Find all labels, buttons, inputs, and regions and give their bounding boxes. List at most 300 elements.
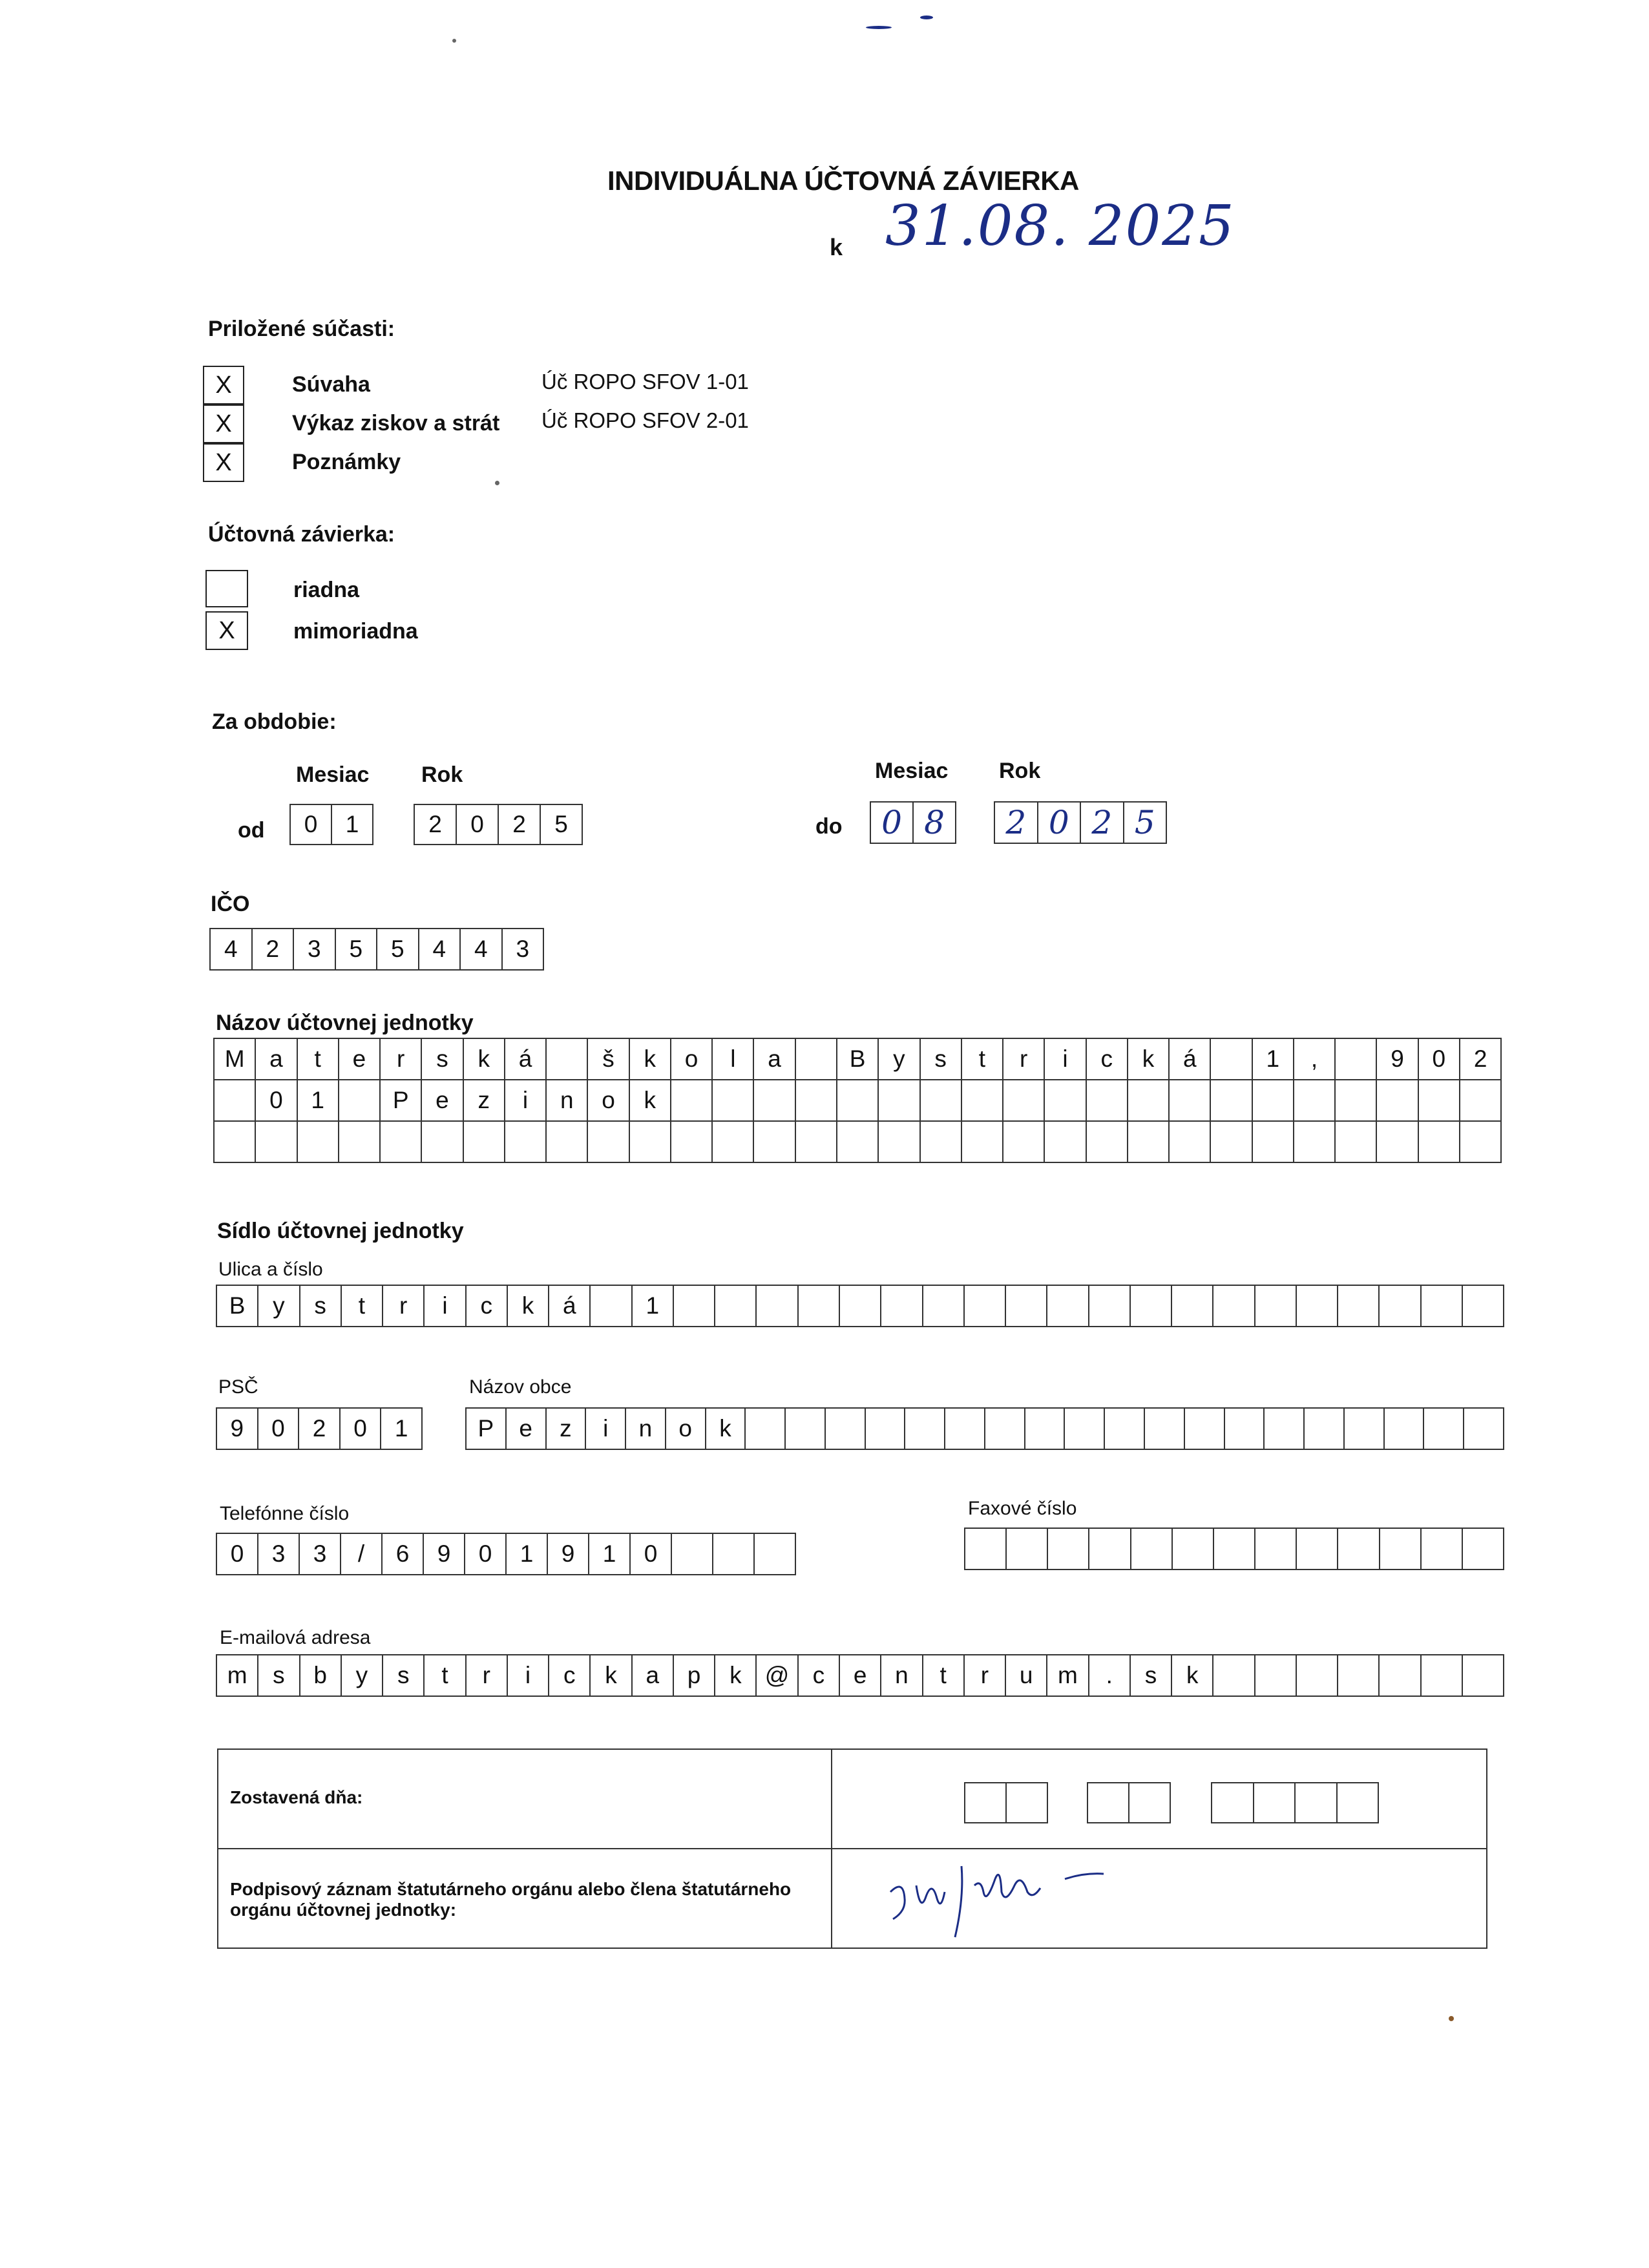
character-cell [1422,1529,1463,1569]
character-cell: e [840,1655,881,1696]
character-cell [965,1529,1007,1569]
character-cell: r [381,1039,422,1079]
character-cell: 9 [217,1409,258,1449]
character-cell [1045,1122,1086,1162]
phone-field[interactable] [216,1533,796,1575]
character-cell [1296,1783,1338,1822]
character-cell [1131,1286,1172,1326]
character-cell [215,1122,256,1162]
character-cell [591,1286,632,1326]
character-cell: o [666,1409,706,1449]
character-cell: y [258,1286,300,1326]
character-cell [422,1122,463,1162]
email-label: E-mailová adresa [220,1627,371,1648]
character-cell [1128,1080,1170,1120]
scan-mark [920,16,933,19]
character-cell: 2 [1460,1039,1502,1079]
character-cell: t [298,1039,339,1079]
character-cell: 2 [499,805,541,844]
character-cell [381,1122,422,1162]
character-cell [1212,1783,1254,1822]
character-cell [1255,1286,1297,1326]
character-cell [1047,1286,1089,1326]
compiled-year-field[interactable] [1211,1782,1379,1823]
character-cell: 2 [253,929,295,969]
character-cell [1338,1655,1380,1696]
character-cell: B [217,1286,258,1326]
character-cell [1173,1529,1214,1569]
street-label: Ulica a číslo [218,1259,323,1280]
character-cell [755,1534,796,1574]
character-cell: m [1047,1655,1089,1696]
character-cell [1422,1655,1463,1696]
character-cell [1297,1529,1338,1569]
character-cell: 4 [461,929,503,969]
character-cell: . [1089,1655,1131,1696]
character-cell: 0 [457,805,499,844]
handwritten-signature [871,1853,1155,1944]
character-cell: k [1172,1655,1213,1696]
to-month-field[interactable] [870,801,956,844]
character-cell [1463,1529,1504,1569]
label-suvaha: Súvaha [292,372,370,397]
character-cell [464,1122,505,1162]
fax-label: Faxové číslo [968,1498,1077,1519]
character-cell: k [715,1655,757,1696]
character-cell [1297,1655,1338,1696]
city-label: Názov obce [469,1376,572,1398]
character-cell [1345,1409,1385,1449]
character-cell [965,1286,1006,1326]
character-cell [1211,1122,1252,1162]
to-year-label: Rok [999,759,1041,783]
document-title: INDIVIDUÁLNA ÚČTOVNÁ ZÁVIERKA [607,165,1079,196]
footer-table [217,1748,1487,1949]
character-cell: , [1294,1039,1336,1079]
character-cell: 0 [871,803,914,843]
character-cell [1336,1080,1377,1120]
character-cell [256,1122,297,1162]
character-cell: e [422,1080,463,1120]
character-cell [1007,1529,1048,1569]
character-cell [923,1286,965,1326]
character-cell: k [630,1039,671,1079]
character-cell [1170,1122,1211,1162]
character-cell [985,1409,1025,1449]
character-cell [1172,1286,1213,1326]
character-cell: 8 [914,803,956,843]
character-cell: 1 [633,1286,674,1326]
to-label: do [815,814,843,839]
character-cell: k [464,1039,505,1079]
character-cell [672,1534,713,1574]
character-cell [754,1080,795,1120]
character-cell: 2 [299,1409,341,1449]
label-riadna: riadna [293,578,360,602]
from-year-label: Rok [421,762,463,787]
character-cell: c [467,1286,508,1326]
character-cell [1213,1286,1255,1326]
character-cell: 5 [1124,803,1168,843]
seat-heading: Sídlo účtovnej jednotky [217,1219,464,1243]
character-cell [754,1122,795,1162]
character-cell: i [425,1286,466,1326]
character-cell [1422,1286,1463,1326]
signature-label: Podpisový záznam štatutárneho orgánu alebo člena štatutárneho orgánu účtovnej jednotky: [230,1879,792,1920]
character-cell: r [1003,1039,1045,1079]
character-cell: 0 [631,1534,672,1574]
footer-divider [831,1750,832,1948]
character-cell: a [256,1039,297,1079]
character-cell [757,1286,798,1326]
entity-name-row-3[interactable] [213,1120,1502,1163]
from-month-label: Mesiac [296,762,370,787]
character-cell: s [300,1286,342,1326]
character-cell [1003,1122,1045,1162]
character-cell: n [547,1080,588,1120]
character-cell: a [633,1655,674,1696]
entity-name-label: Názov účtovnej jednotky [216,1011,474,1035]
character-cell [713,1534,755,1574]
character-cell [1255,1655,1297,1696]
character-cell: 9 [424,1534,465,1574]
character-cell [298,1122,339,1162]
character-cell [505,1122,547,1162]
label-poznamky: Poznámky [292,450,401,474]
character-cell: 1 [589,1534,631,1574]
scan-speck [495,481,499,485]
character-cell [339,1080,381,1120]
character-cell: 1 [298,1080,339,1120]
character-cell: i [508,1655,549,1696]
character-cell [1214,1529,1255,1569]
character-cell: 1 [332,805,373,844]
compiled-day-field[interactable] [964,1782,1048,1823]
character-cell [1087,1080,1128,1120]
character-cell: 3 [300,1534,341,1574]
scan-mark [866,26,892,29]
character-cell: s [383,1655,425,1696]
character-cell: s [921,1039,962,1079]
character-cell: t [923,1655,965,1696]
compiled-month-field[interactable] [1087,1782,1171,1823]
character-cell [1305,1409,1345,1449]
handwritten-date: 31.08. 2025 [885,194,1235,258]
character-cell [746,1409,786,1449]
character-cell [1380,1286,1421,1326]
character-cell: P [467,1409,507,1449]
character-cell: k [508,1286,549,1326]
character-cell: r [467,1655,508,1696]
from-month-field[interactable] [289,804,373,845]
character-cell: B [837,1039,879,1079]
character-cell [1377,1080,1418,1120]
character-cell: t [425,1655,466,1696]
character-cell [1424,1409,1464,1449]
character-cell [1338,1286,1380,1326]
character-cell [796,1080,837,1120]
character-cell [921,1080,962,1120]
character-cell [1003,1080,1045,1120]
character-cell: c [549,1655,591,1696]
psc-field[interactable] [216,1407,423,1450]
character-cell [1089,1529,1131,1569]
character-cell [1087,1122,1128,1162]
character-cell: t [342,1286,383,1326]
character-cell: n [626,1409,666,1449]
character-cell: z [547,1409,587,1449]
character-cell [945,1409,985,1449]
character-cell: 0 [291,805,332,844]
fax-field[interactable] [964,1528,1504,1570]
character-cell [1128,1122,1170,1162]
character-cell: 0 [1038,803,1082,843]
character-cell: o [588,1080,629,1120]
character-cell: @ [757,1655,798,1696]
character-cell: 6 [383,1534,424,1574]
checkbox-suvaha[interactable]: X [203,366,244,404]
character-cell [671,1122,713,1162]
checkbox-riadna[interactable] [205,570,248,607]
checkbox-vykaz[interactable]: X [203,404,244,443]
character-cell: 1 [507,1534,548,1574]
character-cell [837,1122,879,1162]
entity-name-row-1[interactable] [213,1038,1502,1080]
character-cell [1185,1409,1225,1449]
character-cell [1385,1409,1425,1449]
character-cell [674,1286,715,1326]
character-cell [1048,1529,1089,1569]
character-cell [796,1122,837,1162]
character-cell [1419,1122,1460,1162]
character-cell: á [549,1286,591,1326]
character-cell: 3 [258,1534,300,1574]
label-mimoriadna: mimoriadna [293,619,418,644]
character-cell: 0 [1419,1039,1460,1079]
character-cell [1294,1122,1336,1162]
ico-field[interactable] [209,928,544,971]
to-month-label: Mesiac [875,759,949,783]
character-cell: 4 [211,929,253,969]
character-cell: y [879,1039,920,1079]
character-cell: o [671,1039,713,1079]
character-cell [713,1080,754,1120]
character-cell: š [588,1039,629,1079]
phone-label: Telefónne číslo [220,1503,350,1524]
character-cell: c [1087,1039,1128,1079]
character-cell: P [381,1080,422,1120]
character-cell [1225,1409,1265,1449]
character-cell [713,1122,754,1162]
character-cell [1265,1409,1305,1449]
code-suvaha: Úč ROPO SFOV 1-01 [541,370,749,394]
character-cell: á [1170,1039,1211,1079]
character-cell: 0 [256,1080,297,1120]
character-cell [547,1039,588,1079]
character-cell [547,1122,588,1162]
character-cell [1105,1409,1145,1449]
character-cell: 3 [294,929,336,969]
character-cell [1377,1122,1418,1162]
checkbox-poznamky[interactable]: X [203,443,244,482]
character-cell: 0 [465,1534,507,1574]
character-cell: 0 [217,1534,258,1574]
scan-speck [452,39,456,43]
character-cell [1131,1529,1173,1569]
character-cell [1213,1655,1255,1696]
character-cell [1419,1080,1460,1120]
attached-heading: Priložené súčasti: [208,317,395,341]
character-cell [1463,1655,1504,1696]
character-cell: k [630,1080,671,1120]
character-cell [921,1122,962,1162]
character-cell: s [1131,1655,1172,1696]
character-cell [715,1286,757,1326]
character-cell: e [339,1039,381,1079]
character-cell: M [215,1039,256,1079]
compiled-label: Zostavená dňa: [230,1787,363,1807]
character-cell: 2 [1081,803,1124,843]
character-cell: 3 [503,929,545,969]
character-cell: s [258,1655,300,1696]
from-label: od [238,818,265,843]
character-cell: 4 [419,929,461,969]
character-cell [1006,1286,1047,1326]
character-cell [1025,1409,1066,1449]
character-cell [1338,1529,1380,1569]
psc-label: PSČ [218,1376,258,1398]
character-cell [1170,1080,1211,1120]
character-cell [962,1122,1003,1162]
character-cell [1007,1783,1048,1822]
character-cell [840,1286,881,1326]
code-vykaz: Úč ROPO SFOV 2-01 [541,408,749,432]
to-year-field[interactable] [994,801,1167,844]
character-cell [1045,1080,1086,1120]
character-cell: e [507,1409,547,1449]
character-cell [1254,1783,1296,1822]
date-prefix: k [830,234,843,260]
character-cell [1460,1122,1502,1162]
checkbox-mimoriadna[interactable]: X [205,611,248,650]
character-cell: r [965,1655,1006,1696]
character-cell: n [881,1655,923,1696]
from-year-field[interactable] [414,804,583,845]
character-cell [1464,1409,1504,1449]
character-cell [1253,1122,1294,1162]
character-cell [1088,1783,1129,1822]
character-cell [1211,1039,1252,1079]
character-cell [339,1122,381,1162]
character-cell: y [342,1655,383,1696]
character-cell [588,1122,629,1162]
character-cell [1463,1286,1504,1326]
character-cell: c [799,1655,840,1696]
character-cell [881,1286,923,1326]
character-cell: r [383,1286,425,1326]
character-cell [799,1286,840,1326]
character-cell: 5 [541,805,583,844]
character-cell: / [341,1534,383,1574]
character-cell: b [300,1655,342,1696]
character-cell [965,1783,1007,1822]
character-cell: i [586,1409,626,1449]
character-cell: p [674,1655,715,1696]
character-cell: k [706,1409,746,1449]
character-cell: k [1128,1039,1170,1079]
character-cell: i [505,1080,547,1120]
period-heading: Za obdobie: [212,709,337,734]
character-cell: 2 [415,805,457,844]
ico-label: IČO [211,892,250,916]
character-cell [879,1122,920,1162]
character-cell [1253,1080,1294,1120]
character-cell [837,1080,879,1120]
character-cell: 5 [336,929,378,969]
character-cell [866,1409,906,1449]
character-cell [1211,1080,1252,1120]
character-cell: t [962,1039,1003,1079]
character-cell [1380,1529,1422,1569]
character-cell [1297,1286,1338,1326]
character-cell [630,1122,671,1162]
character-cell: 0 [341,1409,382,1449]
character-cell [215,1080,256,1120]
label-vykaz: Výkaz ziskov a strát [292,411,500,436]
character-cell: 9 [1377,1039,1418,1079]
character-cell: á [505,1039,547,1079]
character-cell: 5 [377,929,419,969]
character-cell: s [422,1039,463,1079]
character-cell: l [713,1039,754,1079]
character-cell [1460,1080,1502,1120]
character-cell: m [217,1655,258,1696]
character-cell [1145,1409,1185,1449]
character-cell: z [464,1080,505,1120]
character-cell: i [1045,1039,1086,1079]
character-cell [1380,1655,1421,1696]
character-cell: a [754,1039,795,1079]
character-cell: u [1006,1655,1047,1696]
character-cell [1294,1080,1336,1120]
character-cell: k [591,1655,632,1696]
closing-heading: Účtovná závierka: [208,522,395,547]
character-cell: 1 [1253,1039,1294,1079]
character-cell: 2 [995,803,1038,843]
character-cell [1336,1039,1377,1079]
scan-speck [1449,2016,1454,2021]
character-cell [1255,1529,1297,1569]
character-cell [962,1080,1003,1120]
character-cell: 1 [381,1409,423,1449]
character-cell [826,1409,866,1449]
character-cell [796,1039,837,1079]
street-field[interactable] [216,1285,1504,1327]
character-cell [1065,1409,1105,1449]
character-cell [879,1080,920,1120]
email-field[interactable] [216,1654,1504,1697]
city-field[interactable] [465,1407,1504,1450]
character-cell [905,1409,945,1449]
entity-name-row-2[interactable] [213,1079,1502,1122]
character-cell [1089,1286,1131,1326]
character-cell [1338,1783,1380,1822]
character-cell: 0 [258,1409,300,1449]
character-cell: 9 [548,1534,589,1574]
character-cell [1129,1783,1171,1822]
character-cell [671,1080,713,1120]
character-cell [1336,1122,1377,1162]
